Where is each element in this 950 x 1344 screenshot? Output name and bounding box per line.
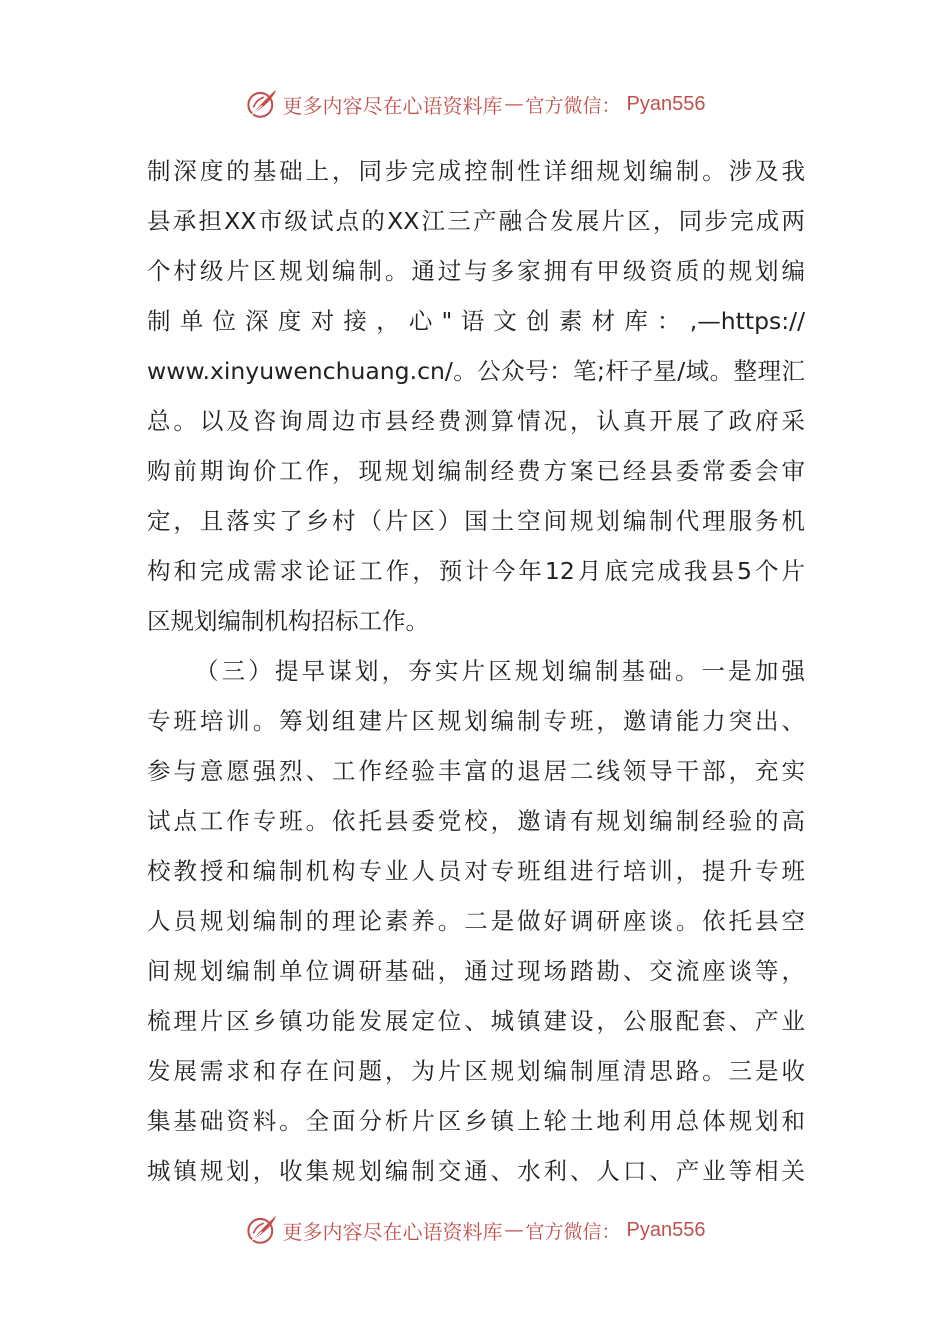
banner-label: 官方微信： [525, 1220, 621, 1243]
text-line: 梳理片区乡镇功能发展定位、城镇建设，公服配套、产业 [147, 1007, 805, 1035]
text-line: 城镇规划，收集规划编制交通、水利、人口、产业等相关 [147, 1157, 805, 1185]
quill-pen-logo-icon [245, 87, 279, 121]
text-line: 个村级片区规划编制。通过与多家拥有甲级资质的规划编 [147, 257, 805, 285]
banner-main-text: 更多内容尽在心语资料库 [282, 93, 503, 118]
text-line: 定，且落实了乡村（片区）国土空间规划编制代理服务机 [147, 507, 805, 535]
text-line: 制 单 位 深 度 对 接 ， 心 " 语 文 创 素 材 库 ： ,—https:// [147, 307, 805, 335]
text-line: 集基础资料。全面分析片区乡镇上轮土地利用总体规划和 [147, 1107, 805, 1135]
text-line-paragraph-end: 区规划编制机构招标工作。 [147, 607, 429, 635]
text-line: www.xinyuwenchuang.cn/。公众号：笔;杆子星/域。整理汇 [147, 357, 805, 385]
text-line: 人员规划编制的理论素养。二是做好调研座谈。依托县空 [147, 907, 805, 935]
banner-label: 官方微信： [525, 94, 621, 117]
text-line-paragraph-start: （三）提早谋划，夯实片区规划编制基础。一是加强 [195, 657, 805, 685]
quill-pen-logo-icon [245, 1213, 279, 1247]
banner-dash: — [504, 1219, 524, 1241]
text-line: 购前期询价工作，现规划编制经费方案已经县委常委会审 [147, 457, 805, 485]
text-line: 发展需求和存在问题，为片区规划编制厘清思路。三是收 [147, 1057, 805, 1085]
text-line: 总。以及咨询周边市县经费测算情况，认真开展了政府采 [147, 407, 805, 435]
text-line: 县承担XX市级试点的XX江三产融合发展片区，同步完成两 [147, 207, 805, 235]
text-line: 试点工作专班。依托县委党校，邀请有规划编制经验的高 [147, 807, 805, 835]
text-line: 间规划编制单位调研基础，通过现场踏勘、交流座谈等， [147, 957, 805, 985]
text-line: 构和完成需求论证工作，预计今年12月底完成我县5个片 [147, 557, 805, 585]
footer-banner [0, 1210, 950, 1250]
banner-dash: — [504, 93, 524, 115]
text-line: 制深度的基础上，同步完成控制性详细规划编制。涉及我 [147, 157, 805, 185]
document-body [147, 146, 805, 1196]
text-line: 参与意愿强烈、工作经验丰富的退居二线领导干部，充实 [147, 757, 805, 785]
text-line: 专班培训。筹划组建片区规划编制专班，邀请能力突出、 [147, 707, 805, 735]
banner-wechat-id: Pyan556 [626, 1218, 706, 1241]
header-banner [0, 84, 950, 124]
banner-main-text: 更多内容尽在心语资料库 [282, 1219, 503, 1244]
banner-wechat-id: Pyan556 [626, 92, 706, 115]
text-line: 校教授和编制机构专业人员对专班组进行培训，提升专班 [147, 857, 805, 885]
